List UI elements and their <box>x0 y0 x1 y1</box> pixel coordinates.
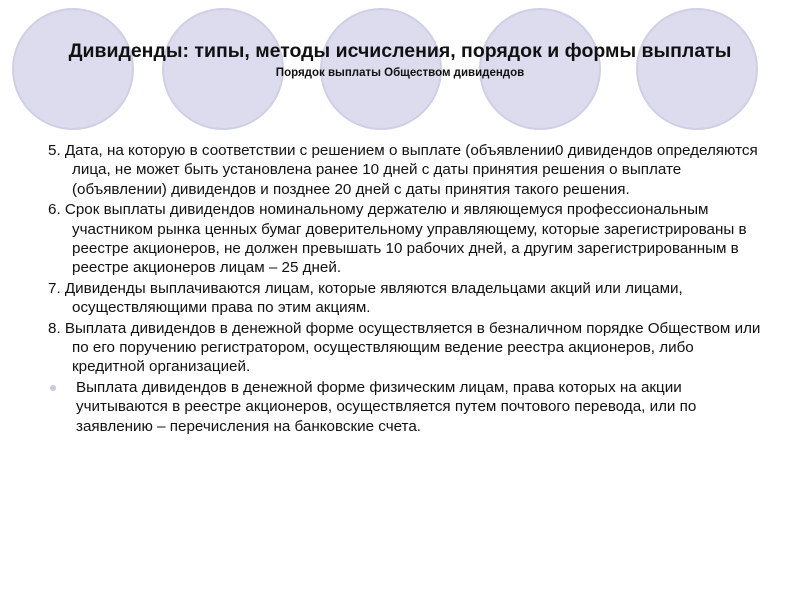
title-block <box>40 38 760 79</box>
bullet-dot-icon <box>50 385 56 391</box>
paragraph-8: 8. Выплата дивидендов в денежной форме осуществляется в безналичном порядке Обществом или по его поручению регистратором, осуществляющим ведение реестра акционеров, либо кредитной организацией. <box>48 319 761 376</box>
bullet-text: Выплата дивидендов в денежной форме физическим лицам, права которых на акции учитываются в реестре акционеров, осуществляется путем почтового перевода, или по заявлению – перечисления на банковские счета. <box>76 378 697 435</box>
paragraph-6: 6. Срок выплаты дивидендов номинальному держателю и являющемуся профессиональным участником рынка ценных бумаг доверительному управляющему, которые зарегистрированы в реестре акционеров, не должен превышать 10 рабочих дней, а другим зарегистрированным в реестре акционеров лицам – 25 дней. <box>48 201 747 277</box>
slide-subtitle: Порядок выплаты Обществом дивидендов <box>275 67 525 79</box>
bullet-item <box>48 378 768 436</box>
paragraph-7: 7. Дивиденды выплачиваются лицам, которые являются владельцами акций или лицами, осуществляющими права по этим акциям. <box>48 279 683 317</box>
slide-body <box>48 141 768 436</box>
slide-title: Дивиденды: типы, методы исчисления, порядок и формы выплаты <box>68 40 732 62</box>
paragraph-5: 5. Дата, на которую в соответствии с решением о выплате (объявлении0 дивидендов определяются лица, не может быть установлена ранее 10 дней с даты принятия решения о выплате (объявлении) дивидендов и позднее 20 дней с даты принятия такого решения. <box>48 142 758 198</box>
